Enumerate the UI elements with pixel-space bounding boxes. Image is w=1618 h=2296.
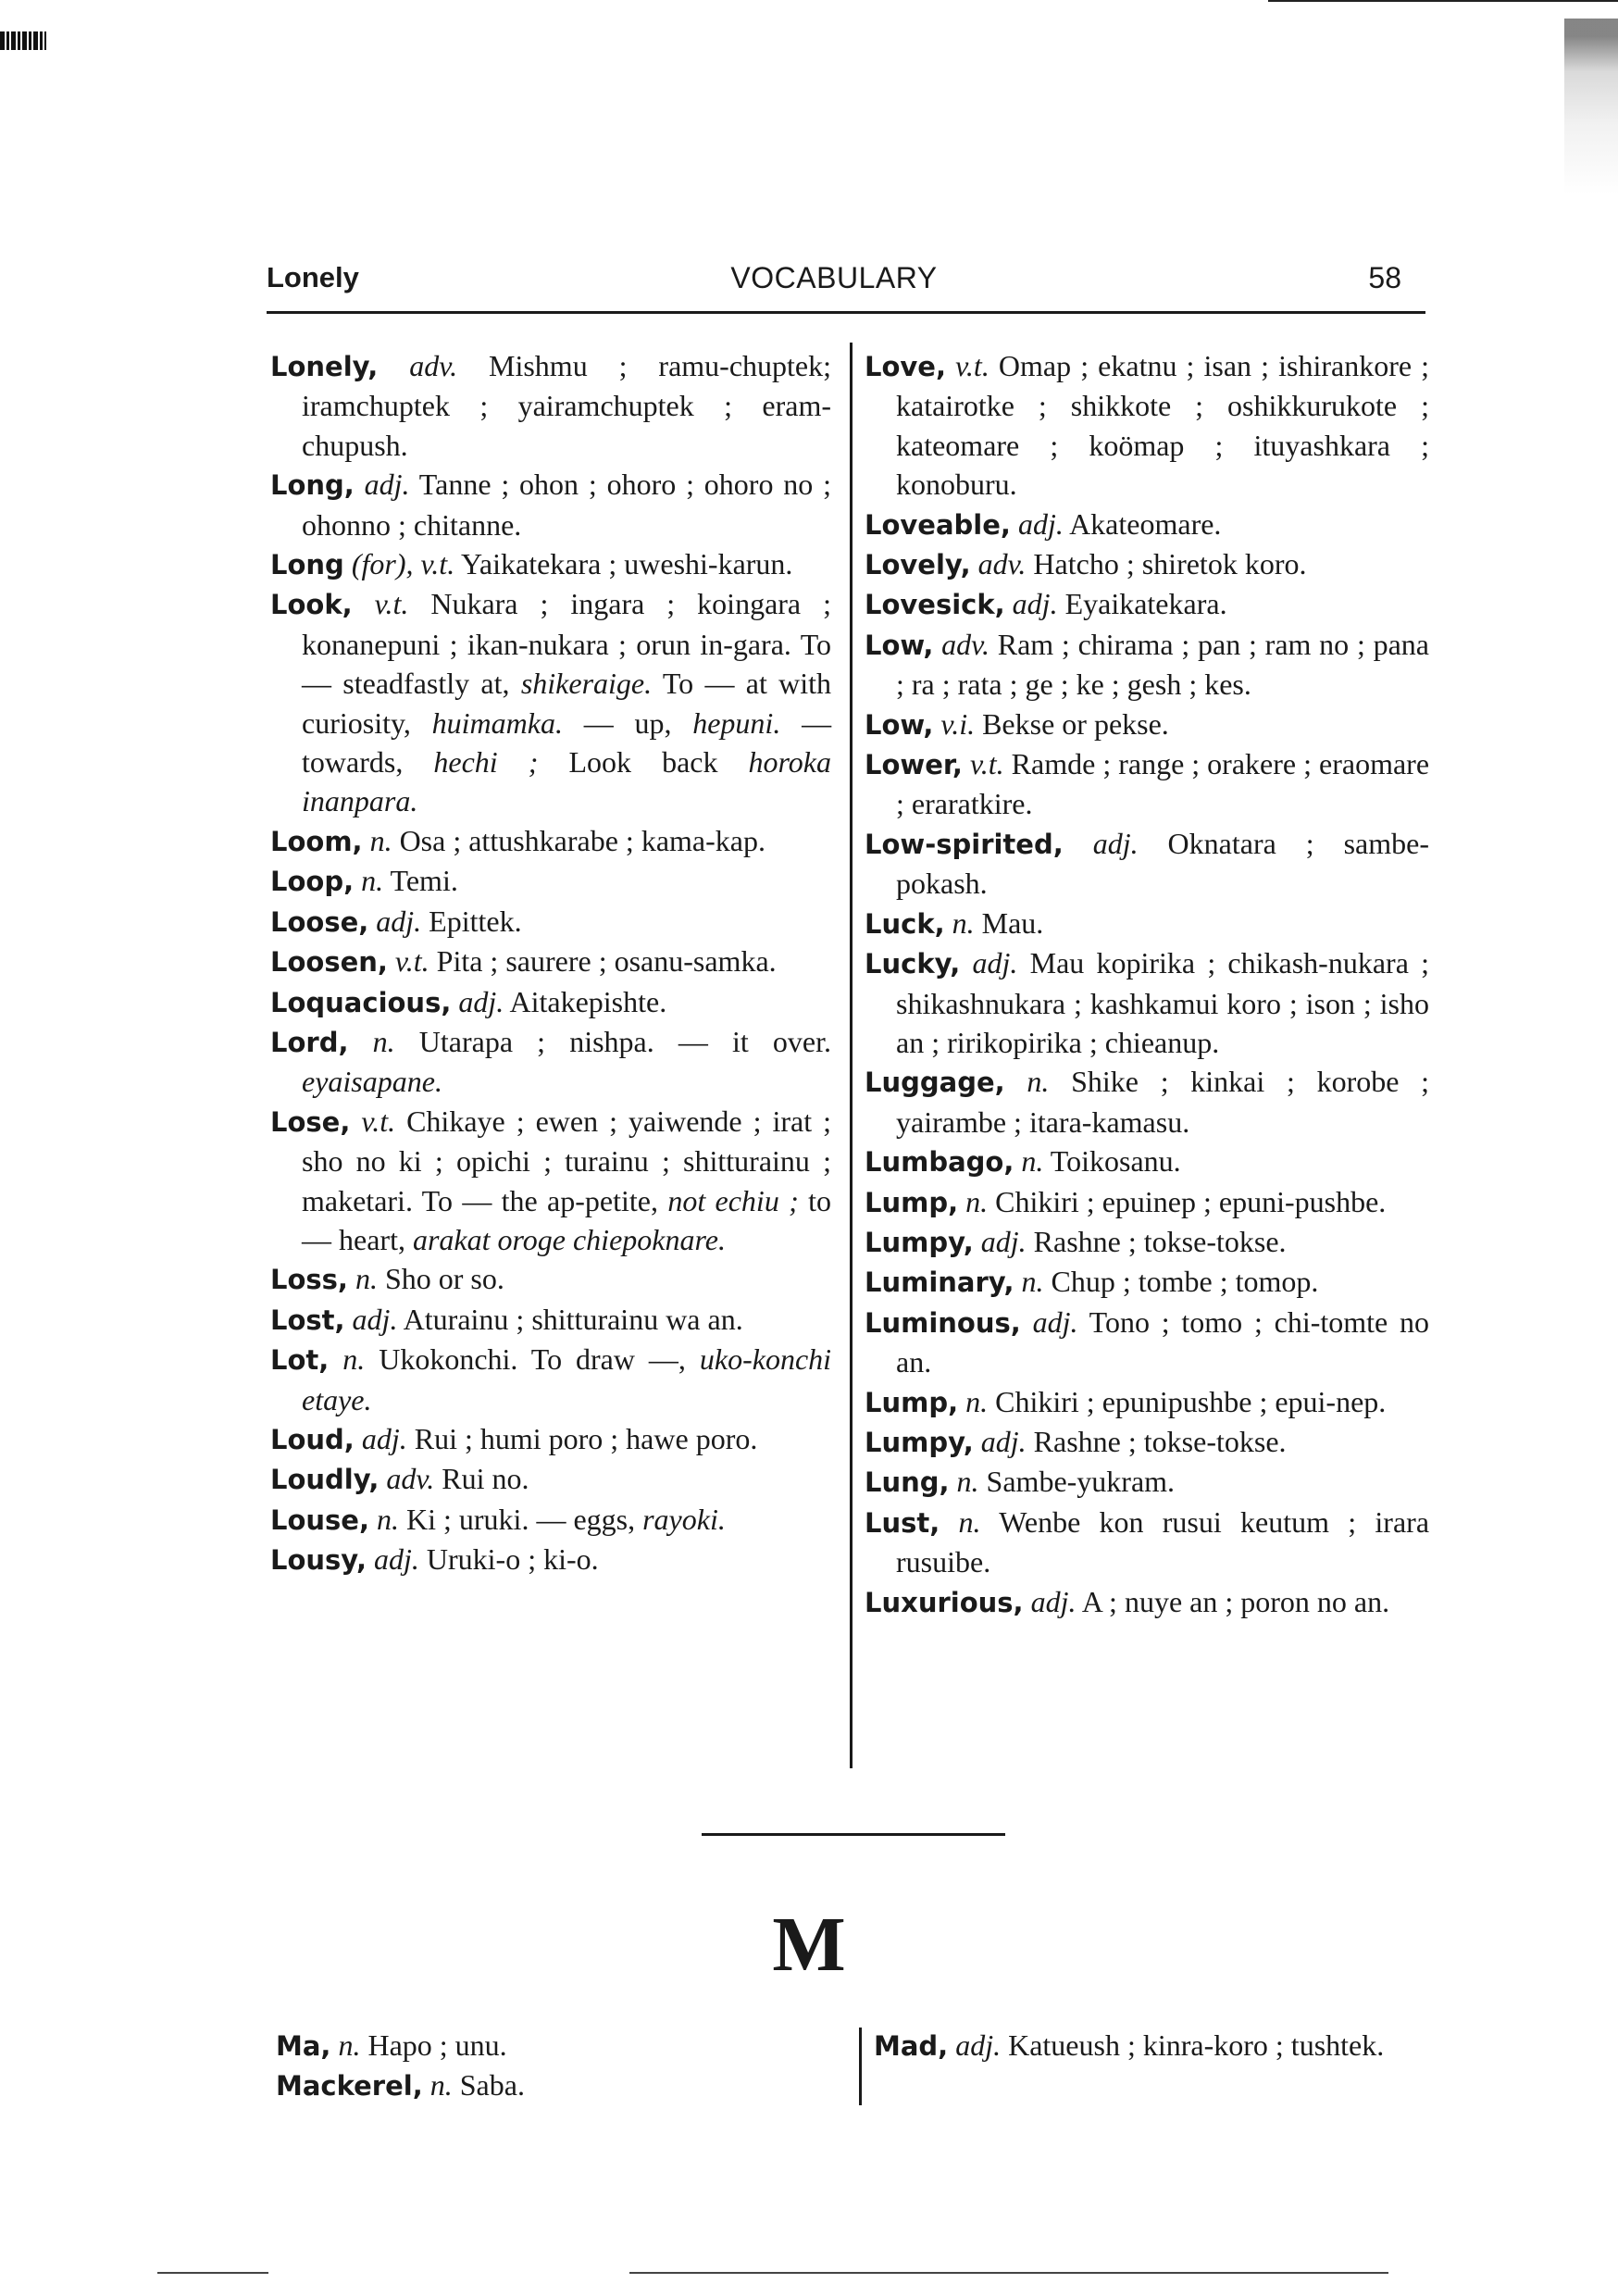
dictionary-entry (270, 821, 831, 861)
headword: Lower, (865, 749, 963, 781)
ainu-phrase: hepuni. (692, 705, 781, 740)
running-head (267, 261, 1401, 302)
gloss: Ukokonchi. To draw —, (379, 1342, 686, 1377)
headword: Loosen, (270, 946, 388, 979)
m-right-column (874, 2026, 1435, 2065)
part-of-speech: n. (377, 1502, 399, 1536)
part-of-speech: v.t. (394, 944, 429, 979)
dictionary-entry (270, 584, 831, 820)
headword: Louse, (270, 1504, 369, 1536)
gloss: Omap ; ekatnu ; isan ; ishirankore ; katairotke ; shikkote ; oshikkurukote ; kateomare ; koömap ; ituyashkara ; konoburu. (896, 349, 1430, 502)
headword: Loveable, (865, 508, 1011, 541)
dictionary-entry (270, 1300, 831, 1340)
dictionary-entry (865, 1462, 1429, 1502)
part-of-speech: n. (952, 905, 975, 940)
headword: Loop, (270, 866, 355, 898)
dictionary-entry (270, 1022, 831, 1102)
bottom-rule (157, 2272, 268, 2274)
headword: Mad, (874, 2030, 949, 2062)
part-of-speech: adj. (1032, 1304, 1078, 1339)
gloss: to — heart, (302, 1183, 832, 1256)
dictionary-entry (865, 824, 1429, 904)
part-of-speech: adj. (458, 984, 504, 1018)
gloss: Aturainu ; shitturainu wa an. (403, 1302, 743, 1336)
dictionary-entry (865, 1503, 1429, 1582)
headword: Low, (865, 629, 934, 661)
gloss: — towards, (302, 705, 832, 780)
dictionary-entry (874, 2026, 1435, 2065)
dictionary-entry (865, 1262, 1429, 1302)
section-rule (702, 1833, 1005, 1836)
ainu-phrase: huimamka. (431, 705, 563, 740)
part-of-speech: v.t. (374, 587, 409, 621)
top-edge-rule (1268, 0, 1618, 2)
dictionary-entry (270, 982, 831, 1022)
dictionary-entry (865, 904, 1429, 943)
headword: Loud, (270, 1423, 355, 1455)
headword: Long, (270, 469, 355, 502)
headword: Lousy, (270, 1544, 367, 1577)
gloss: Ki ; uruki. — eggs, (406, 1502, 636, 1536)
gloss: Saba. (459, 2068, 525, 2102)
gloss: Hapo ; unu. (367, 2028, 507, 2062)
part-of-speech: adv. (941, 627, 989, 661)
gloss: A ; nuye an ; poron no an. (1081, 1584, 1390, 1618)
headword: Luminary, (865, 1267, 1014, 1299)
headword: Mackerel, (276, 2070, 423, 2102)
headword: Loom, (270, 825, 363, 857)
part-of-speech: adj. (352, 1302, 398, 1336)
headword: Love, (865, 351, 946, 382)
gloss: Yaikatekara ; uweshi-karun. (461, 547, 793, 581)
gloss: Ramde ; range ; orakere ; eraomare ; eraratkire. (896, 747, 1430, 821)
part-of-speech: n. (361, 864, 384, 898)
part-of-speech: n. (965, 1184, 989, 1218)
headword: Lose, (270, 1105, 351, 1138)
page-edge-shadow (1564, 19, 1618, 194)
part-of-speech: n. (956, 1465, 979, 1499)
part-of-speech: adj. (1012, 587, 1058, 621)
headword: Lot, (270, 1344, 330, 1377)
ainu-phrase: horoka inanpara. (302, 745, 831, 818)
gloss: Chikaye ; ewen ; yaiwende ; irat ; sho no ki ; opichi ; turainu ; shitturainu ; maketari. To — the ap-petite, (302, 1104, 832, 1217)
part-of-speech: v.t. (969, 747, 1004, 781)
dictionary-entry (270, 1540, 831, 1579)
dictionary-entry (865, 1382, 1429, 1422)
headword: Luck, (865, 907, 945, 940)
dictionary-entry (865, 1062, 1429, 1142)
part-of-speech: v.i. (940, 706, 976, 741)
part-of-speech: adj. (972, 946, 1018, 980)
dictionary-entry (270, 465, 831, 544)
headword: Lumpy, (865, 1426, 974, 1458)
gloss: Nukara ; ingara ; koingara ; konanepuni ; ikan-nukara ; orun in-gara. To — steadfastly at, (302, 587, 831, 701)
page-number: 58 (1368, 261, 1401, 294)
gloss: Toikosanu. (1050, 1144, 1181, 1179)
part-of-speech: adj. (373, 1542, 419, 1577)
gloss: Look back (568, 745, 718, 780)
dictionary-entry (865, 505, 1429, 544)
part-of-speech: adj. (376, 904, 422, 938)
bottom-rule (629, 2272, 1388, 2274)
dictionary-entry (865, 544, 1429, 584)
headword: Ma, (276, 2030, 331, 2062)
part-of-speech: adj. (1017, 506, 1064, 541)
gloss: Chikiri ; epunipushbe ; epui-nep. (995, 1384, 1387, 1418)
ainu-phrase: arakat oroge chiepoknare. (412, 1222, 726, 1256)
gloss: Katueush ; kinra-koro ; tushtek. (1008, 2028, 1385, 2062)
gloss: Oknatara ; sambe-pokash. (896, 826, 1430, 901)
headword: Lump, (865, 1386, 959, 1418)
gloss: Mau. (981, 905, 1044, 940)
headword: Loquacious, (270, 986, 452, 1018)
gloss: Tono ; tomo ; chi-tomte no an. (896, 1304, 1430, 1379)
headword: Lost, (270, 1304, 345, 1336)
part-of-speech: adj. (980, 1224, 1027, 1258)
header-rule (267, 311, 1425, 314)
headword: Lovely, (865, 549, 971, 581)
part-of-speech: n. (1027, 1065, 1050, 1099)
part-of-speech: v.t. (955, 349, 989, 382)
m-column-divider (859, 2028, 862, 2105)
right-column (865, 346, 1429, 1622)
headword: Lonely, (270, 351, 379, 382)
dictionary-entry (865, 1422, 1429, 1462)
headword: Lucky, (865, 948, 961, 980)
dictionary-entry (865, 744, 1429, 824)
dictionary-entry (865, 1182, 1429, 1222)
part-of-speech: adj. (1092, 826, 1139, 860)
part-of-speech: adv. (386, 1462, 435, 1496)
part-of-speech: n. (1021, 1144, 1044, 1179)
dictionary-entry (270, 1102, 831, 1260)
gloss: Rashne ; tokse-tokse. (1033, 1424, 1287, 1458)
part-of-speech: (for), v.t. (351, 547, 455, 581)
gloss: Bekse or pekse. (982, 706, 1169, 741)
part-of-speech: adv. (977, 547, 1027, 581)
headword: Luxurious, (865, 1586, 1024, 1618)
ainu-phrase: hechi ; (433, 745, 539, 780)
gloss: Chup ; tombe ; tomop. (1051, 1265, 1319, 1299)
headword: Luminous, (865, 1306, 1021, 1339)
part-of-speech: n. (372, 1024, 395, 1058)
headword: Loudly, (270, 1464, 380, 1496)
headword: Lung, (865, 1466, 950, 1499)
headword: Look, (270, 589, 353, 621)
dictionary-entry (270, 1259, 831, 1299)
gloss: Akateomare. (1069, 506, 1222, 541)
running-head-title: VOCABULARY (730, 261, 938, 294)
headword: Low, (865, 708, 934, 741)
dictionary-entry (270, 346, 831, 465)
ainu-phrase: shikeraige. (520, 667, 653, 701)
part-of-speech: adj. (361, 1421, 407, 1455)
dictionary-entry (865, 1142, 1429, 1181)
gloss: Sambe-yukram. (986, 1465, 1176, 1499)
dictionary-entry (270, 1500, 831, 1540)
gloss: Rui no. (442, 1462, 529, 1496)
part-of-speech: v.t. (361, 1104, 396, 1138)
gloss: Aitakepishte. (509, 984, 667, 1018)
gloss: Mishmu ; ramu-chuptek; iramchuptek ; yairamchuptek ; eram-chupush. (302, 349, 832, 462)
headword: Lumpy, (865, 1226, 974, 1258)
part-of-speech: adj. (364, 468, 410, 502)
gloss: Temi. (390, 864, 458, 898)
dictionary-entry (865, 584, 1429, 624)
part-of-speech: n. (1021, 1265, 1044, 1299)
section-letter: M (772, 1902, 846, 1988)
gloss: Pita ; saurere ; osanu-samka. (436, 944, 777, 979)
gloss: To — at with curiosity, (302, 667, 832, 740)
gloss: Osa ; attushkarabe ; kama-kap. (399, 823, 765, 857)
headword: Low-spirited, (865, 828, 1064, 860)
gloss: Chikiri ; epuinep ; epuni-pushbe. (995, 1184, 1387, 1218)
gloss: Rashne ; tokse-tokse. (1033, 1224, 1287, 1258)
gloss: Uruki-o ; ki-o. (426, 1542, 599, 1577)
headword: Lord, (270, 1026, 349, 1058)
part-of-speech: adj. (1030, 1584, 1077, 1618)
dictionary-entry (270, 1419, 831, 1459)
dictionary-entry (276, 2065, 822, 2105)
dictionary-entry (865, 705, 1429, 744)
headword: Lust, (865, 1506, 940, 1539)
dictionary-entry (865, 1303, 1429, 1382)
dictionary-entry (865, 346, 1429, 505)
headword: Long (270, 549, 344, 581)
ainu-phrase: not echiu ; (667, 1183, 799, 1217)
gloss: Shike ; kinkai ; korobe ; yairambe ; itara-kamasu. (896, 1065, 1430, 1139)
part-of-speech: adj. (980, 1424, 1027, 1458)
column-divider (850, 343, 853, 1768)
gloss: Rui ; humi poro ; hawe poro. (414, 1421, 758, 1455)
dictionary-entry (276, 2026, 822, 2065)
gloss: Mau kopirika ; chikash-nukara ; shikashnukara ; kashkamui koro ; ison ; isho an ; ririkopirika ; chieanup. (896, 946, 1430, 1059)
dictionary-entry (865, 1582, 1429, 1622)
dictionary-entry (270, 1340, 831, 1419)
dictionary-entry (865, 1222, 1429, 1262)
part-of-speech: adv. (409, 349, 458, 382)
headword: Luggage, (865, 1067, 1005, 1099)
gloss: Wenbe kon rusui keutum ; irara rusuibe. (896, 1504, 1430, 1579)
part-of-speech: n. (342, 1342, 366, 1377)
part-of-speech: n. (965, 1384, 989, 1418)
part-of-speech: n. (429, 2068, 453, 2102)
ainu-phrase: eyaisapane. (302, 1065, 442, 1099)
dictionary-entry (865, 943, 1429, 1062)
dictionary-entry (270, 902, 831, 942)
dictionary-entry (270, 544, 831, 584)
gloss: Hatcho ; shiretok koro. (1033, 547, 1307, 581)
gloss: Ram ; chirama ; pan ; ram no ; pana ; ra ; rata ; ge ; ke ; gesh ; kes. (896, 627, 1430, 702)
headword: Lumbago, (865, 1146, 1014, 1179)
gloss: Eyaikatekara. (1064, 587, 1227, 621)
headword: Loose, (270, 905, 369, 938)
gloss: Tanne ; ohon ; ohoro ; ohoro no ; ohonno ; chitanne. (302, 468, 832, 542)
part-of-speech: n. (369, 823, 392, 857)
headword: Loss, (270, 1264, 348, 1296)
gloss: Epittek. (429, 904, 522, 938)
part-of-speech: adj. (955, 2028, 1002, 2062)
scan-mark (0, 31, 46, 50)
gloss: Utarapa ; nishpa. — it over. (418, 1024, 832, 1058)
left-column (270, 346, 831, 1580)
running-head-guide-word: Lonely (267, 261, 359, 293)
headword: Lovesick, (865, 589, 1005, 621)
part-of-speech: n. (355, 1262, 378, 1296)
part-of-speech: n. (338, 2028, 361, 2062)
dictionary-entry (270, 942, 831, 981)
ainu-phrase: uko-konchi etaye. (302, 1342, 832, 1416)
dictionary-entry (270, 1459, 831, 1499)
dictionary-entry (270, 861, 831, 901)
dictionary-entry (865, 625, 1429, 705)
part-of-speech: n. (958, 1504, 981, 1539)
gloss: Sho or so. (384, 1262, 504, 1296)
gloss: — up, (583, 705, 672, 740)
headword: Lump, (865, 1186, 959, 1218)
ainu-phrase: rayoki. (642, 1502, 726, 1536)
m-left-column (276, 2026, 822, 2105)
